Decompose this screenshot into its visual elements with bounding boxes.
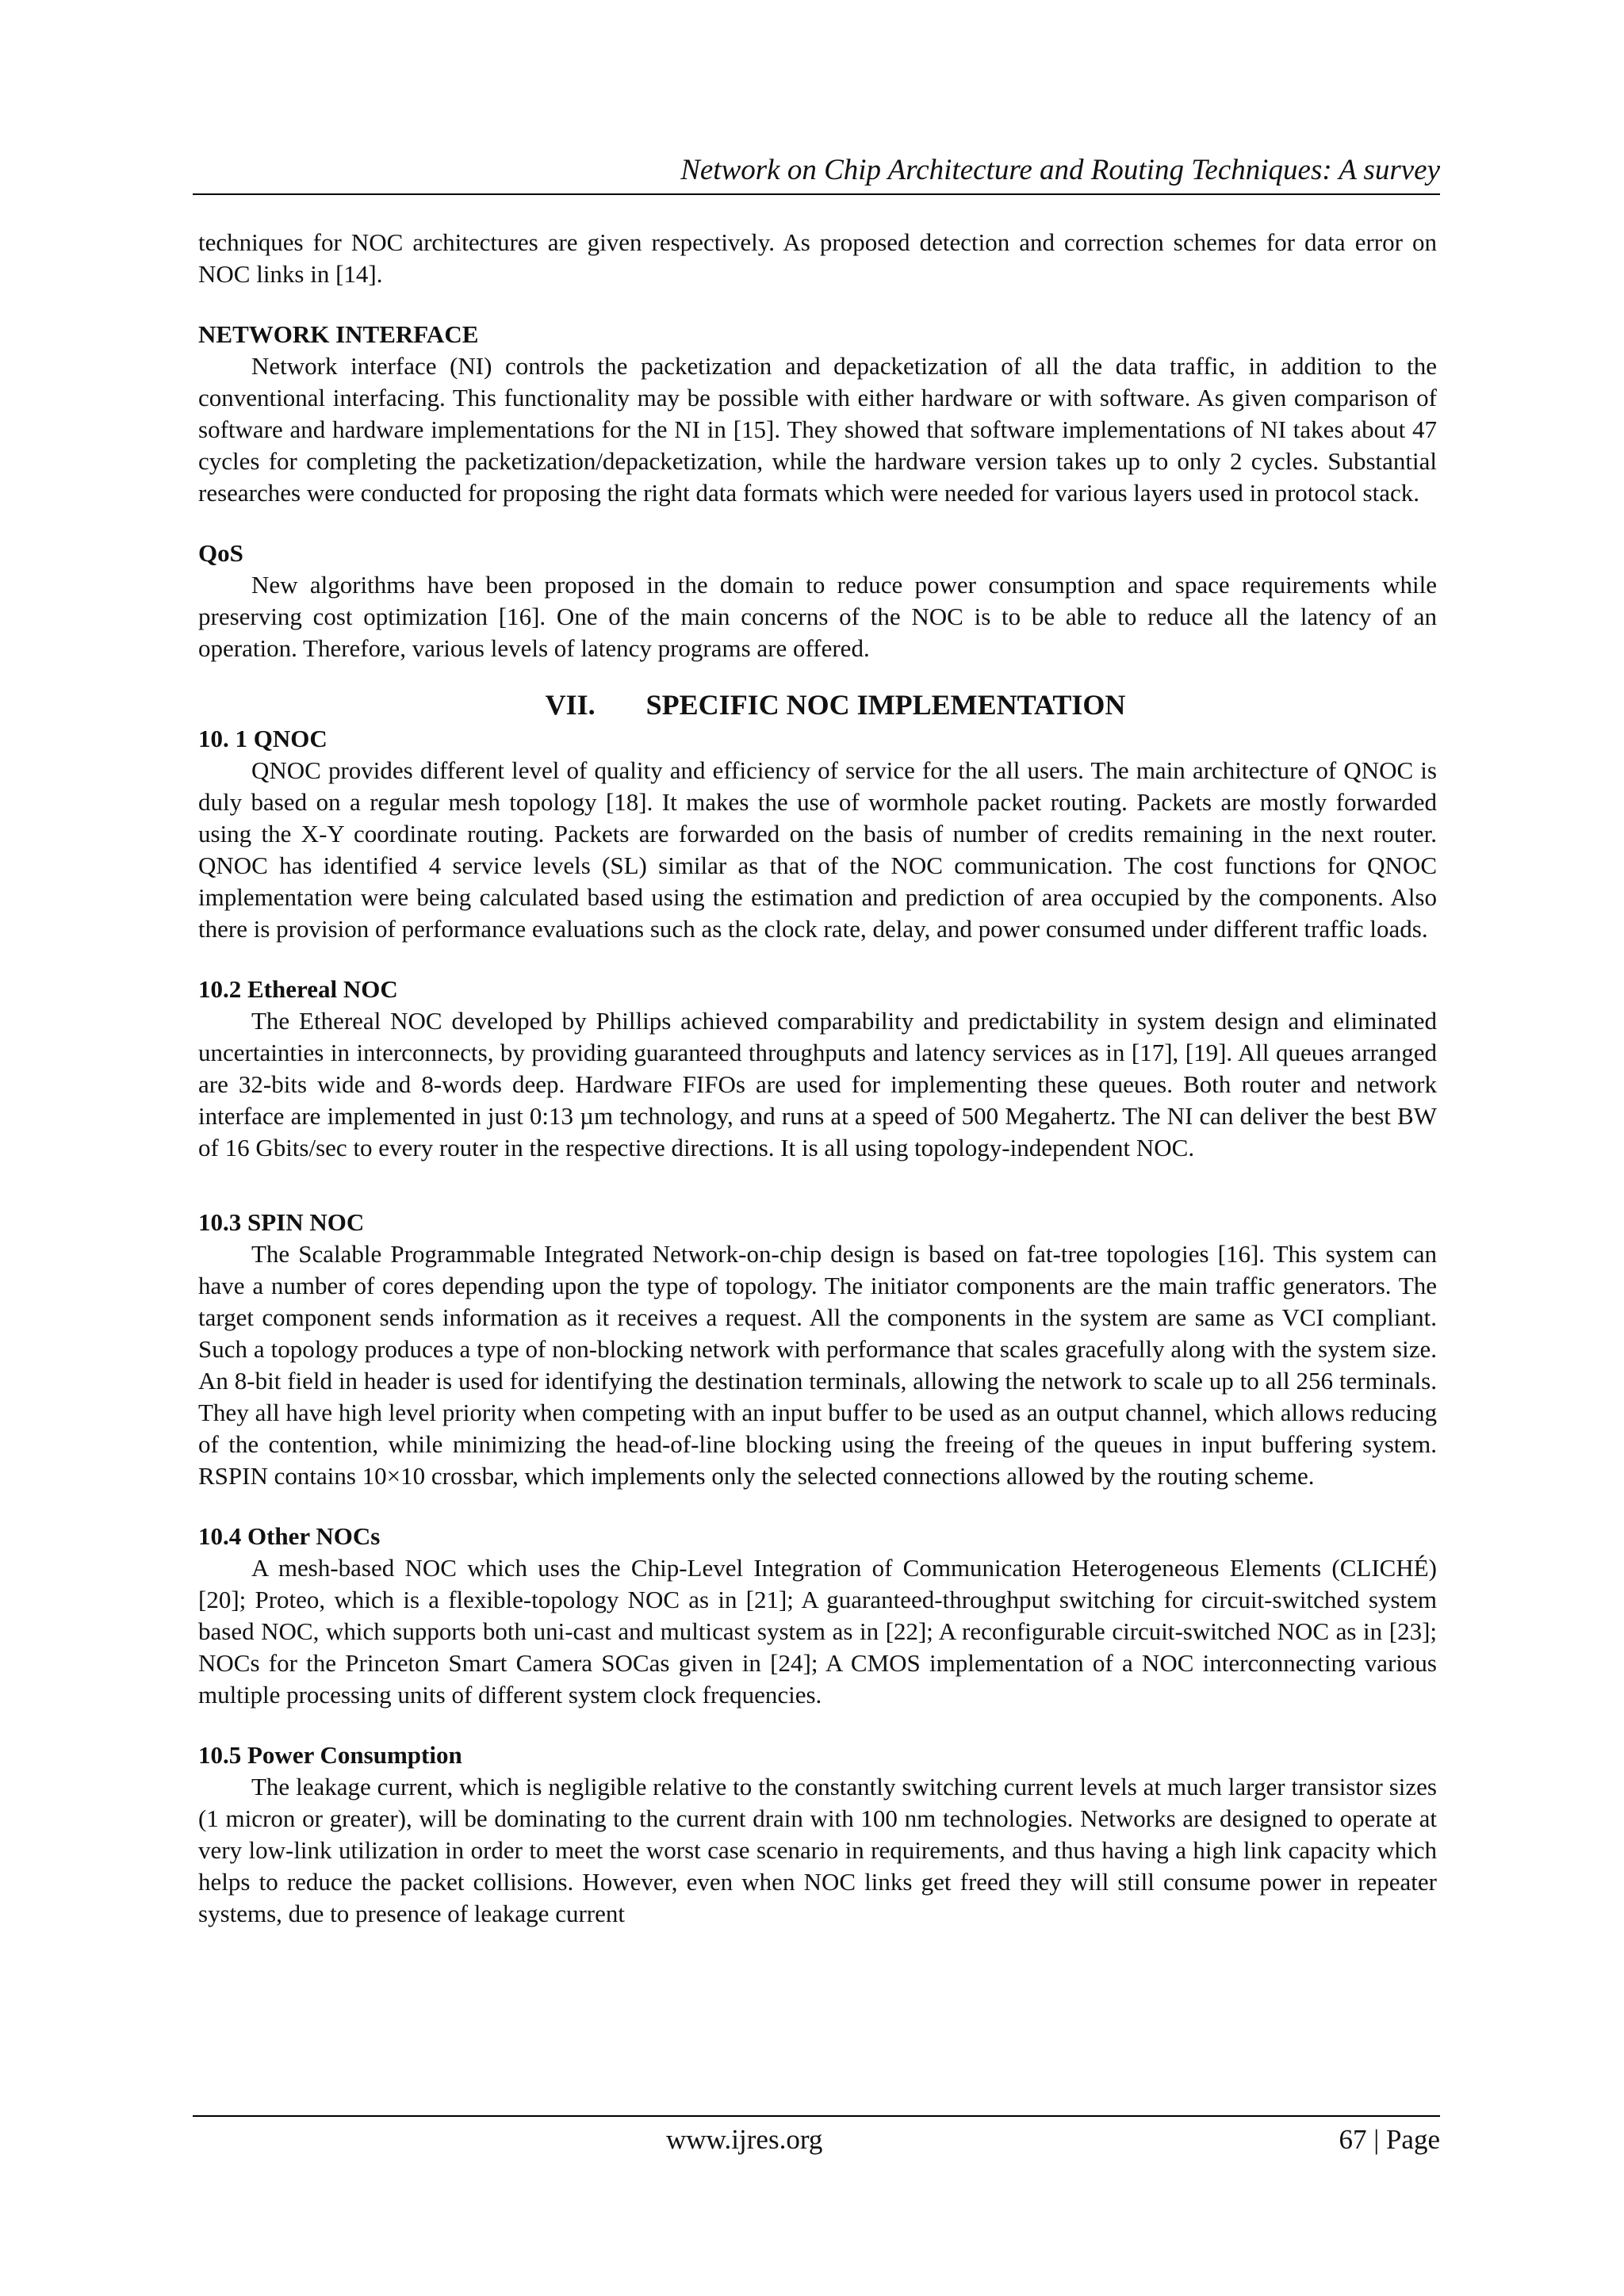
section-title [198, 687, 1437, 723]
page-body [198, 227, 1437, 1930]
section-number: VII. [545, 689, 596, 721]
network-interface-paragraph: Network interface (NI) controls the packetization and depacketization of all the data traffic, in addition to the conventional interfacing. This functionality may be possible with either hardware or with software. As given comparison of software and hardware implementations for the NI in [15]. They showed that software implementations of NI takes about 47 cycles for completing the packetization/depacketization, while the hardware version takes up to only 2 cycles. Substantial researches were conducted for proposing the right data formats which were needed for various layers used in protocol stack. [198, 352, 1437, 507]
other-nocs-paragraph: A mesh-based NOC which uses the Chip-Level Integration of Communication Heterogeneous Elements (CLICHÉ) [20]; Proteo, which is a flexible-topology NOC as in [21]; A guaranteed-throughput switching for circuit-switched system based NOC, which supports both uni-cast and multicast system as in [22]; A reconfigurable circuit-switched NOC as in [23]; NOCs for the Princeton Smart Camera SOCas given in [24]; A CMOS implementation of a NOC interconnecting various multiple processing units of different system clock frequencies. [198, 1554, 1437, 1709]
footer-url: www.ijres.org [666, 2124, 823, 2155]
spin-paragraph: The Scalable Programmable Integrated Network-on-chip design is based on fat-tree topologies [16]. This system can have a number of cores depending upon the type of topology. The initiator components are the main traffic generators. The target component sends information as it receives a request. All the components in the system are same as VCI compliant. Such a topology produces a type of non-blocking network with performance that scales gracefully along with the system size. An 8-bit field in header is used for identifying the destination terminals, allowing the network to scale up to all 256 terminals. They all have high level priority when competing with an input buffer to be used as an output channel, which allows reducing of the contention, while minimizing the head-of-line blocking using the freeing of the queues in input buffering system. RSPIN contains 10×10 crossbar, which implements only the selected connections allowed by the routing scheme. [198, 1240, 1437, 1490]
header-divider [193, 193, 1440, 195]
ethereal-paragraph: The Ethereal NOC developed by Phillips achieved comparability and predictability in system design and eliminated uncertainties in interconnects, by providing guaranteed throughputs and latency services as in [17], [19]. All queues arranged are 32-bits wide and 8-words deep. Hardware FIFOs are used for implementing these queues. Both router and network interface are implemented in just 0:13 µm technology, and runs at a speed of 500 Megahertz. The NI can deliver the best BW of 16 Gbits/sec to every router in the respective directions. It is all using topology-independent NOC. [198, 1007, 1437, 1161]
network-interface-heading: NETWORK INTERFACE [198, 320, 479, 348]
power-paragraph: The leakage current, which is negligible relative to the constantly switching current levels at much larger transistor sizes (1 micron or greater), will be dominating to the current drain with 100 nm technologies. Networks are designed to operate at very low-link utilization in order to meet the worst case scenario in requirements, and thus having a high link capacity which helps to reduce the packet collisions. However, even when NOC links get freed they will still consume power in repeater systems, due to presence of leakage current [198, 1773, 1437, 1927]
section-title-text: SPECIFIC NOC IMPLEMENTATION [645, 689, 1126, 721]
page-number: 67 | Page [1339, 2124, 1440, 2155]
qnoc-paragraph: QNOC provides different level of quality and efficiency of service for the all users. The main architecture of QNOC is duly based on a regular mesh topology [18]. It makes the use of wormhole packet routing. Packets are mostly forwarded using the X-Y coordinate routing. Packets are forwarded on the basis of number of credits remaining in the next router. QNOC has identified 4 service levels (SL) similar as that of the NOC communication. The cost functions for QNOC implementation were being calculated based using the estimation and prediction of area occupied by the components. Also there is provision of performance evaluations such as the clock rate, delay, and power consumed under different traffic loads. [198, 756, 1437, 943]
qos-heading: QoS [198, 539, 243, 567]
ethereal-heading: 10.2 Ethereal NOC [198, 975, 398, 1003]
power-heading: 10.5 Power Consumption [198, 1741, 462, 1769]
other-nocs-heading: 10.4 Other NOCs [198, 1522, 381, 1550]
intro-paragraph: techniques for NOC architectures are given respectively. As proposed detection and correction schemes for data error on NOC links in [14]. [198, 228, 1437, 288]
qnoc-heading: 10. 1 QNOC [198, 725, 327, 752]
footer-divider [193, 2115, 1440, 2117]
running-header: Network on Chip Architecture and Routing Techniques: A survey [680, 154, 1440, 186]
qos-paragraph: New algorithms have been proposed in the domain to reduce power consumption and space requirements while preserving cost optimization [16]. One of the main concerns of the NOC is to be able to reduce all the latency of an operation. Therefore, various levels of latency programs are offered. [198, 571, 1437, 662]
spin-heading: 10.3 SPIN NOC [198, 1208, 365, 1236]
